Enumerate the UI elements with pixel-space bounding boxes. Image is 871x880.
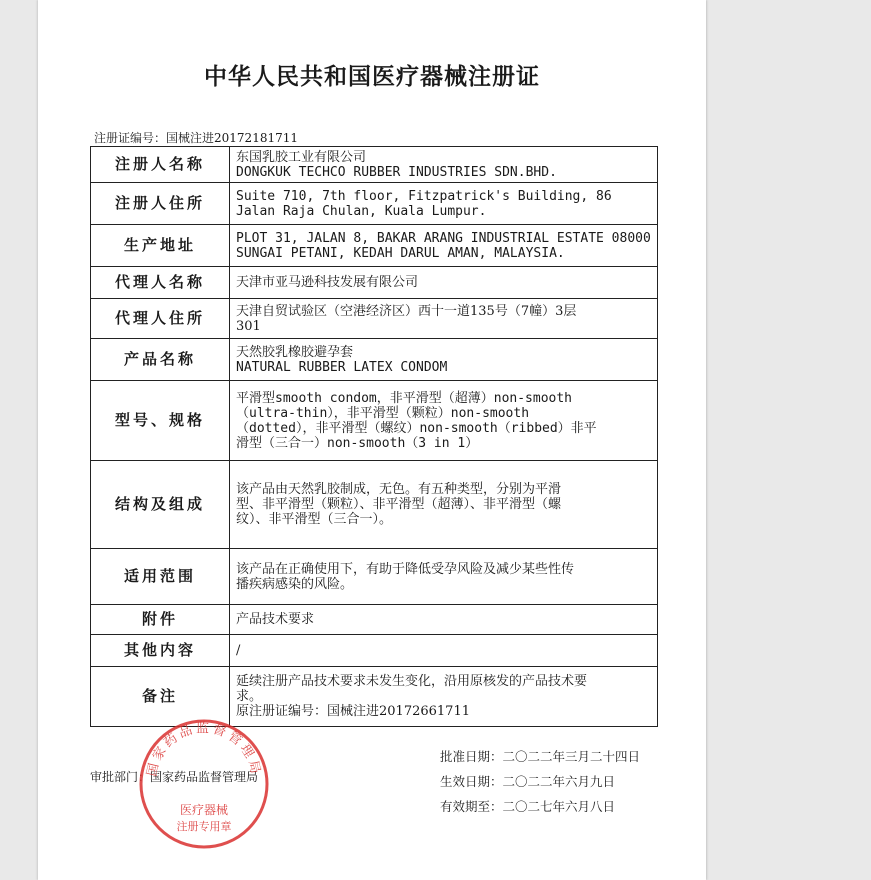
- row-value: 天津自贸试验区（空港经济区）西十一道135号（7幢）3层 301: [230, 299, 658, 339]
- expiry-date: [440, 794, 640, 819]
- row-label: 注册人住所: [91, 183, 230, 225]
- row-label: 其他内容: [91, 635, 230, 667]
- row-value: /: [230, 635, 658, 667]
- row-label: 产品名称: [91, 339, 230, 381]
- table-row: [91, 549, 658, 605]
- row-label: 附件: [91, 605, 230, 635]
- official-seal-icon: [136, 716, 272, 852]
- row-value: Suite 710, 7th floor, Fitzpatrick's Building, 86 Jalan Raja Chulan, Kuala Lumpur.: [230, 183, 658, 225]
- expiry-date-value: 二〇二七年六月八日: [502, 799, 616, 814]
- table-row: [91, 183, 658, 225]
- row-value: 平滑型smooth condom，非平滑型（超薄）non-smooth （ultra-thin），非平滑型（颗粒）non-smooth （dotted），非平滑型（螺纹）non-smooth（ribbed）非平 滑型（三合一）non-smooth（3 in 1）: [230, 381, 658, 461]
- seal-ring-text: 国家药品监督管理局: [144, 721, 264, 778]
- row-value: 东国乳胶工业有限公司 DONGKUK TECHCO RUBBER INDUSTRIES SDN.BHD.: [230, 147, 658, 183]
- approval-department-label: 审批部门：: [90, 770, 151, 784]
- effective-date: [440, 769, 640, 794]
- document-title: 中华人民共和国医疗器械注册证: [204, 64, 540, 90]
- date-block: [440, 744, 640, 819]
- row-value: 该产品由天然乳胶制成，无色。有五种类型，分别为平滑 型、非平滑型（颗粒）、非平滑型（超薄）、非平滑型（螺 纹）、非平滑型（三合一）。: [230, 461, 658, 549]
- row-label: 结构及组成: [91, 461, 230, 549]
- row-value: 该产品在正确使用下，有助于降低受孕风险及减少某些性传 播疾病感染的风险。: [230, 549, 658, 605]
- table-row: [91, 299, 658, 339]
- expiry-date-label: 有效期至：: [440, 799, 503, 814]
- row-value: PLOT 31, JALAN 8, BAKAR ARANG INDUSTRIAL ESTATE 08000 SUNGAI PETANI, KEDAH DARUL AMAN, MALAYSIA.: [230, 225, 658, 267]
- row-label: 适用范围: [91, 549, 230, 605]
- approval-date-value: 二〇二二年三月二十四日: [502, 749, 641, 764]
- row-label: 代理人名称: [91, 267, 230, 299]
- table-row: [91, 635, 658, 667]
- approval-date: [440, 744, 640, 769]
- table-row: [91, 267, 658, 299]
- svg-text:国家药品监督管理局: [145, 720, 264, 778]
- table-row: [91, 381, 658, 461]
- row-label: 注册人名称: [91, 147, 230, 183]
- effective-date-label: 生效日期：: [440, 774, 503, 789]
- row-label: 生产地址: [91, 225, 230, 267]
- seal-line-1: 医疗器械: [179, 803, 229, 817]
- approval-date-label: 批准日期：: [440, 749, 503, 764]
- certificate-number-label: 注册证编号：: [94, 131, 167, 145]
- row-label: 备注: [91, 667, 230, 727]
- table-row: [91, 605, 658, 635]
- table-row: [91, 225, 658, 267]
- row-value: 天津市亚马逊科技发展有限公司: [230, 267, 658, 299]
- row-label: 代理人住所: [91, 299, 230, 339]
- document-page: [38, 0, 706, 880]
- row-value: 天然胶乳橡胶避孕套 NATURAL RUBBER LATEX CONDOM: [230, 339, 658, 381]
- row-value: 产品技术要求: [230, 605, 658, 635]
- effective-date-value: 二〇二二年六月九日: [502, 774, 616, 789]
- table-row: [91, 147, 658, 183]
- registration-table: [90, 146, 658, 727]
- certificate-number: [94, 129, 298, 146]
- certificate-number-value: 国械注进20172181711: [166, 131, 298, 145]
- seal-line-2: 注册专用章: [176, 820, 232, 833]
- table-row: [91, 461, 658, 549]
- approval-department-value: 国家药品监督管理局: [150, 770, 259, 784]
- row-label: 型号、规格: [91, 381, 230, 461]
- row-value: 延续注册产品技术要求未发生变化，沿用原核发的产品技术要 求。 原注册证编号：国械注进20172661711: [230, 667, 658, 727]
- table-row: [91, 339, 658, 381]
